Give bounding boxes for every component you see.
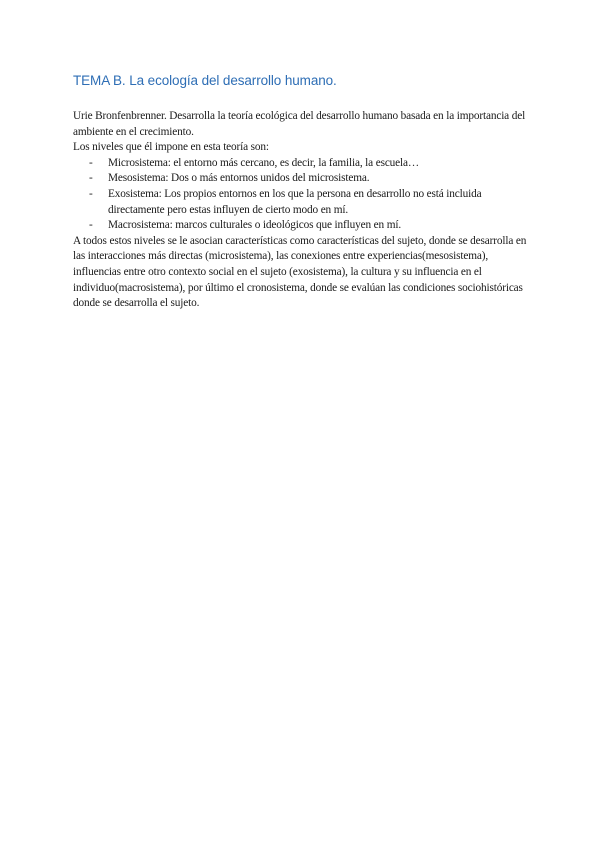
document-body <box>73 109 533 312</box>
list-item-text: Macrosistema: marcos culturales o ideológicos que influyen en mí. <box>108 219 401 232</box>
list-bullet: - <box>89 156 93 169</box>
list-item <box>73 187 533 218</box>
list-item <box>73 218 533 234</box>
levels-list <box>73 156 533 234</box>
conclusion-paragraph: A todos estos niveles se le asocian características como características del sujeto, donde se desarrolla en las interacciones más directas (microsistema), las conexiones entre experiencias(mesosistema), influencias entre otro contexto social en el sujeto (exosistema), la cultura y su influencia en el individuo(macrosistema), por último el cronosistema, donde se evalúan las condiciones sociohistóricas donde se desarrolla el sujeto. <box>73 234 527 310</box>
list-item-text: Microsistema: el entorno más cercano, es decir, la familia, la escuela… <box>108 156 420 169</box>
list-item <box>73 156 533 172</box>
intro-paragraph: Urie Bronfenbrenner. Desarrolla la teoría ecológica del desarrollo humano basada en la importancia del ambiente en el crecimiento. <box>73 110 526 138</box>
section-title: TEMA B. La ecología del desarrollo humano. <box>73 73 337 88</box>
levels-intro: Los niveles que él impone en esta teoría son: <box>73 141 269 154</box>
list-item <box>73 171 533 187</box>
list-bullet: - <box>89 187 93 200</box>
list-bullet: - <box>89 172 93 185</box>
list-item-text: Mesosistema: Dos o más entornos unidos del microsistema. <box>108 172 370 185</box>
list-bullet: - <box>89 219 93 232</box>
list-item-text: Exosistema: Los propios entornos en los que la persona en desarrollo no está incluida directamente pero estas influyen de cierto modo en mí. <box>108 187 482 216</box>
